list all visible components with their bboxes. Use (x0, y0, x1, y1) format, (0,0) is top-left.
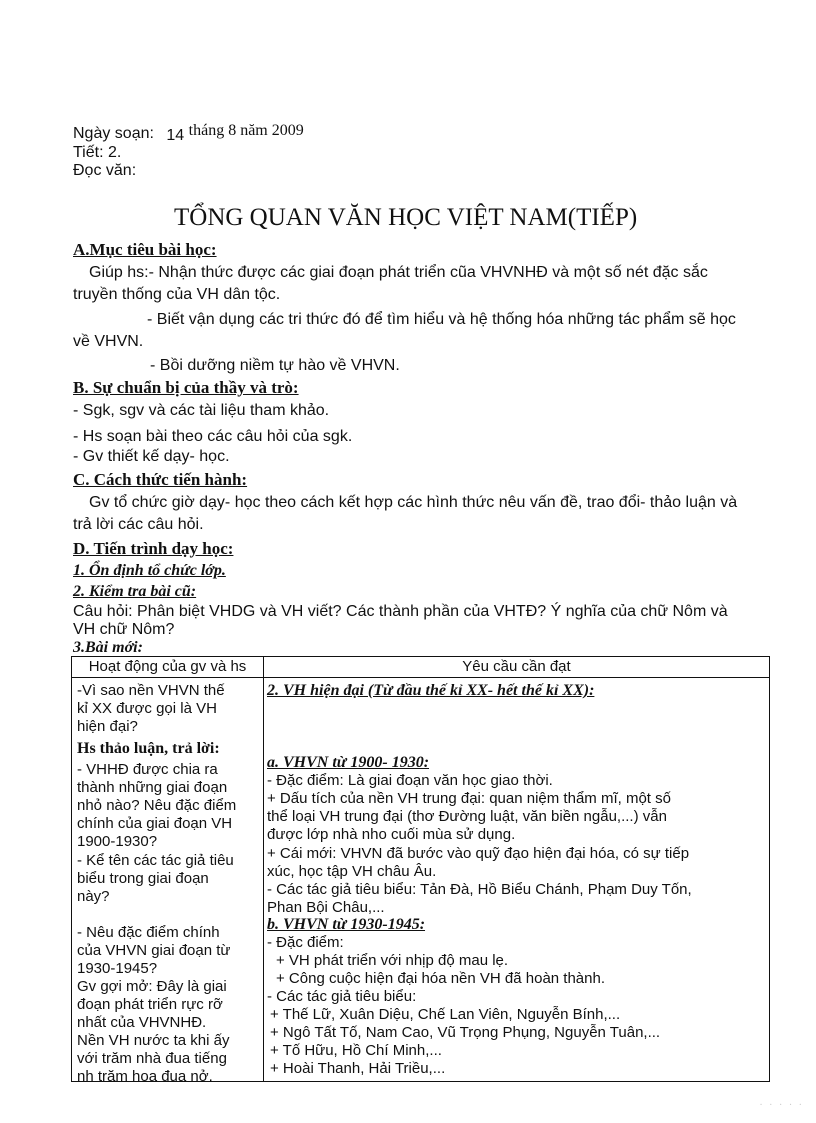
activity-line: của VHVN giai đoạn từ (77, 942, 231, 959)
activity-line: nhất của VHVNHĐ. (77, 1014, 207, 1031)
requirement-line: - Đặc điểm: (267, 934, 344, 951)
activity-line: chính của giai đoạn VH (77, 815, 233, 832)
section-c-line-2: trả lời các câu hỏi. (73, 516, 204, 533)
table-header-activities: Hoạt động của gv và hs (72, 657, 264, 678)
activity-line: -Vì sao nền VHVN thế (77, 682, 225, 699)
section-b-heading: B. Sự chuẩn bị của thầy và trò: (73, 378, 299, 397)
date-day: 14 (166, 127, 185, 144)
requirement-line: - Đặc điểm: Là giai đoạn văn học giao thời. (267, 772, 553, 789)
activity-line: Gv gợi mở: Đây là giai (77, 978, 227, 995)
activity-line: hiện đại? (77, 718, 138, 735)
date-label: Ngày soạn: (73, 125, 154, 142)
question-line-1: Câu hỏi: Phân biệt VHDG và VH viết? Các thành phần của VHTĐ? Ý nghĩa của chữ Nôm và (73, 603, 728, 620)
subsection-b-heading: b. VHVN từ 1930-1945: (267, 916, 426, 933)
lesson-table (71, 656, 770, 1085)
activity-discussion-label: Hs thảo luận, trả lời: (77, 740, 220, 757)
requirement-line: - Các tác giả tiêu biểu: Tản Đà, Hồ Biểu Chánh, Phạm Duy Tốn, (267, 881, 692, 898)
table-header-row (72, 657, 770, 678)
activities-cell (72, 678, 264, 1085)
period-line: Tiết: 2. (73, 144, 122, 161)
section-a-heading: A.Mục tiêu bài học: (73, 240, 217, 259)
activity-line: 1900-1930? (77, 833, 158, 850)
requirement-line: + Dấu tích của nền VH trung đại: quan niệm thẩm mĩ, một số (267, 790, 671, 807)
page-corner-marks: · · · · · (759, 1100, 804, 1111)
section-a-line-4: về VHVN. (73, 333, 144, 350)
section-a-line-2: truyền thống của VH dân tộc. (73, 286, 281, 303)
requirement-line: + VH phát triển với nhịp độ mau lẹ. (276, 952, 509, 969)
activity-line: nhỏ nào? Nêu đặc điểm (77, 797, 237, 814)
requirement-line: + Cái mới: VHVN đã bước vào quỹ đạo hiện đại hóa, có sự tiếp (267, 845, 690, 862)
requirement-line: thể loại VH trung đại (thơ Đường luật, văn biền ngẫu,...) vẫn (267, 808, 667, 825)
step-1: 1. Ổn định tổ chức lớp. (73, 562, 226, 579)
requirement-line: xúc, học tập VH châu Âu. (267, 863, 437, 880)
subsection-a-heading: a. VHVN từ 1900- 1930: (267, 754, 430, 771)
activity-line: biểu trong giai đoạn (77, 870, 209, 887)
section-d-heading: D. Tiến trình dạy học: (73, 539, 234, 558)
date-line (73, 124, 304, 144)
requirement-line: + Ngô Tất Tố, Nam Cao, Vũ Trọng Phụng, Nguyễn Tuân,... (270, 1024, 661, 1041)
requirement-line: + Hoài Thanh, Hải Triều,... (270, 1060, 446, 1077)
activity-line: Nền VH nước ta khi ấy (77, 1032, 230, 1049)
section-b-line-2: - Hs soạn bài theo các câu hỏi của sgk. (73, 428, 353, 445)
requirement-line: được lớp nhà nho cuối mùa sử dụng. (267, 826, 516, 843)
requirement-line: Phan Bội Châu,... (267, 899, 385, 916)
activity-line: với trăm nhà đua tiếng (77, 1050, 227, 1067)
activity-line: - Kể tên các tác giả tiêu (77, 852, 234, 869)
requirement-line: - Các tác giả tiêu biểu: (267, 988, 417, 1005)
activity-line: 1930-1945? (77, 960, 158, 977)
section-a-line-3: - Biết vận dụng các tri thức đó để tìm hiểu và hệ thống hóa những tác phẩm sẽ học (147, 311, 736, 328)
section-a-line-5: - Bồi dưỡng niềm tự hào về VHVN. (150, 357, 400, 374)
activity-line: - Nêu đặc điểm chính (77, 924, 220, 941)
section-b-line-3: - Gv thiết kế dạy- học. (73, 448, 230, 465)
activity-line: thành những giai đoạn (77, 779, 228, 796)
activity-line: này? (77, 888, 110, 905)
requirement-line: + Thế Lữ, Xuân Diệu, Chế Lan Viên, Nguyễn Bính,... (270, 1006, 621, 1023)
table-header-requirements: Yêu cầu cần đạt (264, 657, 770, 678)
step-2: 2. Kiểm tra bài cũ: (73, 583, 197, 600)
activity-line: - VHHĐ được chia ra (77, 761, 218, 778)
page-title: TỔNG QUAN VĂN HỌC VIỆT NAM(TIẾP) (174, 204, 638, 231)
date-rest: tháng 8 năm 2009 (188, 122, 304, 139)
activity-line: nh trăm hoa đua nở. (77, 1068, 213, 1085)
section-c-line-1: Gv tổ chức giờ dạy- học theo cách kết hợp các hình thức nêu vấn đề, trao đổi- thảo luận và (89, 494, 738, 511)
section-b-line-1: - Sgk, sgv và các tài liệu tham khảo. (73, 402, 330, 419)
activity-line: đoạn phát triển rực rỡ (77, 996, 223, 1013)
section-c-heading: C. Cách thức tiến hành: (73, 470, 248, 489)
question-line-2: VH chữ Nôm? (73, 621, 175, 638)
activity-line: kỉ XX được gọi là VH (77, 700, 217, 717)
requirement-line: + Công cuộc hiện đại hóa nền VH đã hoàn thành. (276, 970, 606, 987)
requirements-cell (264, 678, 770, 1082)
modern-lit-heading: 2. VH hiện đại (Từ đầu thế kỉ XX- hết thế kỉ XX): (267, 682, 595, 699)
requirement-line: + Tố Hữu, Hồ Chí Minh,... (270, 1042, 442, 1059)
table-row (72, 678, 770, 1082)
subject-line: Đọc văn: (73, 162, 137, 179)
section-a-line-1: Giúp hs:- Nhận thức được các giai đoạn phát triển cũa VHVNHĐ và một số nét đặc sắc (89, 264, 708, 281)
step-3: 3.Bài mới: (73, 639, 143, 656)
